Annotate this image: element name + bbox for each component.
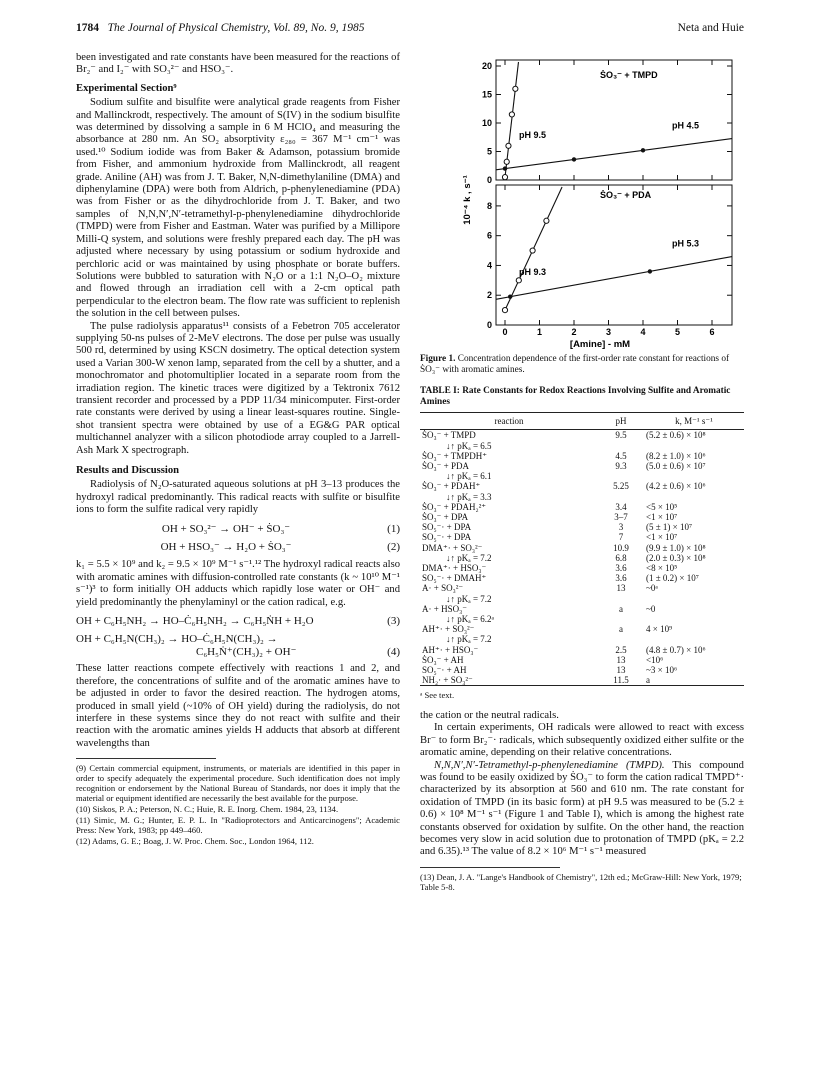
table-cell-ph: 13 [616, 665, 626, 676]
table-cell-k: <8 × 10⁵ [646, 563, 678, 574]
figure-1 [420, 50, 744, 350]
table-row [420, 481, 744, 491]
table-cell-reaction: A· + HSO₃⁻ [422, 603, 467, 614]
data-point [648, 269, 652, 273]
table-row [420, 553, 744, 563]
y-tick-label: 20 [481, 61, 492, 71]
y-tick-label: 4 [486, 260, 492, 271]
table-cell-k: <10⁶ [646, 654, 664, 665]
table-row [420, 614, 744, 624]
table-cell-k: (2.0 ± 0.3) × 10⁸ [646, 552, 706, 563]
data-point [516, 278, 521, 283]
table-row [420, 441, 744, 451]
table-cell-k: (5.0 ± 0.6) × 10⁷ [646, 461, 706, 472]
table-cell-ph [598, 441, 644, 451]
table-cell-ph: 6.8 [615, 552, 627, 563]
table-cell-reaction: SO₅⁻· + DMAH⁺ [422, 573, 487, 584]
table-cell-reaction: ṠO₃⁻ + TMPD [422, 430, 476, 441]
table-row [420, 563, 744, 573]
figure-caption-label: Figure 1. [420, 354, 456, 364]
table-1-title: TABLE I: Rate Constants for Redox Reactions Involving Sulfite and Aromatic Amines [420, 386, 731, 407]
footnote-13: (13) Dean, J. A. "Lange's Handbook of Chemistry", 12th ed.; McGraw-Hill: New York, 1979; Table 5-8. [420, 871, 742, 892]
data-point [503, 166, 507, 170]
y-tick-label: 15 [481, 89, 492, 100]
series-label: pH 9.5 [519, 130, 547, 140]
series-label: pH 4.5 [672, 120, 700, 131]
table-row [420, 675, 744, 686]
table-cell-ph [598, 594, 644, 604]
table-cell-k [644, 492, 744, 502]
table-cell-ph: 3.4 [615, 501, 627, 512]
table-cell-k: <1 × 10⁷ [646, 512, 678, 523]
series-line-ph-5.3 [496, 257, 732, 300]
data-point [544, 218, 549, 223]
table-row [420, 583, 744, 593]
table-row [420, 512, 744, 522]
table-cell-reaction: DMA⁺· + SO₃²⁻ [422, 542, 483, 553]
table-row [420, 624, 744, 634]
results-heading: Results and Discussion [76, 465, 180, 476]
table-cell-k: 4 × 10⁹ [646, 624, 673, 635]
table-row [420, 492, 744, 502]
figure-1-caption [420, 354, 744, 376]
table-cell-k: ~3 × 10⁶ [646, 665, 678, 676]
table-cell-ph [598, 634, 644, 644]
table-cell-k: a [644, 675, 744, 686]
table-cell-reaction: SO₅⁻· + AH [422, 665, 467, 676]
equation-1 [76, 523, 400, 535]
data-point [506, 143, 511, 148]
x-axis-label: [Amine] - mM [569, 339, 631, 350]
data-point [641, 148, 645, 152]
table-cell-reaction: ↓↑ pKₐ = 7.2 [446, 552, 492, 563]
table-header-ph: pH [598, 413, 644, 430]
equation-4-line-2: C₆H₅Ṅ⁺(CH₃)₂ + OH⁻ [196, 645, 297, 658]
table-cell-k: (9.9 ± 1.0) × 10⁸ [646, 542, 706, 553]
data-point [508, 295, 512, 299]
equation-4-line-1: OH + C₆H₅N(CH₃)₂ → HO–Ċ₆H₅N(CH₃)₂ → [76, 633, 278, 646]
equation-2-body: OH + HSO₃⁻ → H₂O + ṠO₃⁻ [160, 541, 292, 554]
table-row [420, 594, 744, 604]
journal-citation: The Journal of Physical Chemistry, Vol. 89, No. 9, 1985 [107, 22, 365, 34]
right-paragraph-2: In certain experiments, OH radicals were allowed to react with excess Br⁻ to form Br₂⁻· radicals, which subsequently oxidized either sulfite or the aromatic amine, depending on their relative concentrations. [420, 722, 744, 759]
y-tick-label: 5 [486, 146, 492, 157]
table-cell-ph: a [619, 624, 623, 635]
table-cell-k [644, 614, 744, 624]
right-column [420, 50, 744, 892]
table-row [420, 461, 744, 471]
footnote-10: (10) Siskos, P. A.; Peterson, N. C.; Huie, R. E. Inorg. Chem. 1984, 23, 1134. [76, 804, 339, 815]
table-cell-k: (4.2 ± 0.6) × 10⁶ [646, 481, 706, 492]
table-cell-k [644, 594, 744, 604]
table-cell-ph: 3–7 [614, 512, 628, 523]
table-cell-k: ~0 [646, 603, 656, 614]
equation-3-body: OH + C₆H₅NH₂ → HO–Ċ₆H₅NH₂ → C₆H₅ṄH + H₂O [76, 615, 314, 628]
table-cell-ph: 3.6 [615, 563, 627, 574]
table-cell-reaction: ↓↑ pKₐ = 7.2 [446, 634, 492, 645]
results-paragraph-1: Radiolysis of N₂O-saturated aqueous solutions at pH 3–13 produces the hydroxyl radical predominantly. This radical reacts with sulfite or bisulfite ions to form the sulfite radical very rapidly [76, 479, 400, 516]
table-cell-ph: 3.6 [615, 573, 627, 584]
table-cell-ph: a [619, 603, 623, 614]
table-cell-k: (8.2 ± 1.0) × 10⁶ [646, 450, 706, 461]
table-cell-reaction: AH⁺· + HSO₃⁻ [422, 644, 479, 655]
table-cell-reaction: AH⁺· + SO₃²⁻ [422, 624, 475, 635]
x-tick-label: 0 [502, 327, 508, 337]
data-point [572, 157, 576, 161]
table-row [420, 522, 744, 532]
bottom-panel-label: ṠO₃⁻ + PDA [600, 190, 652, 200]
footnote-rule-right [420, 867, 560, 868]
table-cell-k: (1 ± 0.2) × 10⁷ [646, 573, 699, 584]
table-cell-reaction: A· + SO₃²⁻ [422, 583, 464, 594]
table-cell-ph: 9.5 [615, 430, 627, 441]
x-tick-label: 2 [571, 327, 577, 337]
table-row [420, 655, 744, 665]
table-cell-reaction: ↓↑ pKₐ = 6.2ᵃ [446, 614, 494, 625]
tmpd-subheading: N,N,N′,N′-Tetramethyl-p-phenylenediamine (TMPD). [434, 759, 665, 771]
table-footnote: ᵃ See text. [420, 690, 455, 701]
table-cell-ph: 2.5 [615, 644, 627, 655]
equation-3-number: (3) [387, 615, 400, 628]
table-cell-ph: 10.9 [613, 542, 629, 553]
table-row [420, 543, 744, 553]
intro-paragraph: been investigated and rate constants have been measured for the reactions of Br₂⁻ and I₂⁻ with SO₃²⁻ and HSO₃⁻. [76, 52, 400, 76]
data-point [502, 308, 507, 313]
table-row [420, 645, 744, 655]
table-cell-reaction: ↓↑ pKₐ = 3.3 [446, 491, 492, 502]
footnote-12: (12) Adams, G. E.; Boag, J. W. Proc. Chem. Soc., London 1964, 112. [76, 836, 314, 847]
table-cell-ph: 13 [616, 654, 626, 665]
y-tick-label: 10 [481, 118, 492, 128]
footnotes [76, 763, 400, 846]
table-header-reaction: reaction [420, 413, 598, 430]
table-cell-reaction: DMA⁺· + HSO₃⁻ [422, 563, 487, 574]
table-row [420, 502, 744, 512]
table-row [420, 665, 744, 675]
equation-1-number: (1) [387, 522, 400, 535]
data-point [504, 159, 509, 164]
table-cell-ph: 7 [618, 532, 624, 543]
table-row [420, 604, 744, 614]
page-header [76, 22, 744, 38]
table-row [420, 634, 744, 644]
table-cell-reaction: ṠO₃⁻ + AH [422, 654, 464, 665]
results-paragraph-3: These latter reactions compete effectively with reactions 1 and 2, and therefore, the concentrations of sulfite and of the aromatic amines have to be adjusted in order to favor the desired reaction. The hydrogen atoms, produced in small yield (~10% of OH yield) during the radiolysis, do not interfere in these systems since they do not react with sulfite and their reaction with the aromatic amines yields H adducts that absorb at different wavelengths than [76, 663, 400, 749]
table-row [420, 471, 744, 481]
table-cell-k [644, 471, 744, 481]
table-cell-ph [598, 614, 644, 624]
table-cell-reaction: ṠO₃⁻ + DPA [422, 512, 469, 523]
table-row [420, 430, 744, 441]
table-cell-ph: 3 [618, 522, 624, 533]
table-cell-ph [598, 492, 644, 502]
table-cell-reaction: ṠO₃⁻ + PDAH₂²⁺ [422, 501, 487, 512]
table-cell-reaction: ṠO₃⁻ + PDAH⁺ [422, 481, 481, 492]
table-cell-k: (5 ± 1) × 10⁷ [646, 522, 693, 533]
experimental-heading: Experimental Section⁹ [76, 82, 177, 94]
data-point [502, 175, 507, 180]
top-panel-label: ṠO₃⁻ + TMPD [600, 70, 658, 80]
table-cell-k: <5 × 10⁵ [646, 501, 678, 512]
table-cell-k: ~0ᵃ [646, 583, 658, 594]
footnote-9: (9) Certain commercial equipment, instruments, or materials are identified in this paper in order to specify adequately the experimental procedure. Such identification does not imply recognition or endorsement by the National Bureau of Standards, nor does it imply that the material or equipment identified are necessarily the best available for the purpose. [76, 763, 400, 804]
right-paragraph-3 [420, 760, 744, 859]
y-axis-label: 10⁻⁴ k , s⁻¹ [462, 175, 473, 225]
experimental-paragraph-1: Sodium sulfite and bisulfite were analytical grade reagents from Fisher and Mallinckrodt, respectively. The amount of S(IV) in the sodium bisulfite was determined by dissolving a sample in 6 M HClO₄ and measuring the absorbance at 280 nm. An SO₂ absorptivity ε₂₈₀ = 367 M⁻¹ cm⁻¹ was used.¹⁰ Sodium iodide was from Baker & Adamson, potassium bromide from Fisher, and ammonium hydroxide from Mallinckrodt, all reagent grade. Aniline (AH) was from J. T. Baker, N,N-dimethylaniline (DMA) and diphenylamine (DPA) were both from Aldrich, p-phenylenediamine (PDA) was from Fisher or as the dihydrochloride from J. T. Baker, and two samples of N,N,N′,N′-tetramethyl-p-phenylenediamine dihydrochloride (TMPD) were from Fisher and Eastman. Water was purified by a Millipore Milli-Q system, and solutions were freshly prepared each day. The pH was adjusted where necessary by using potassium or sodium hydroxide and perchloric acid or was maintained by using phosphate or borate buffers. Solutions were bubbled to saturation with N₂O or a 1:1 N₂O–O₂ mixture and flowed through an irradiation cell with a 2-cm optical path perpendicular to the electron beam. The flow rate was sufficient to replenish the solution in the cell between pulses. [76, 97, 400, 320]
footnote-11: (11) Simic, M. G.; Hunter, E. P. L. In "Radioprotectors and Anticarcinogens"; Academic Press: New York, 1983; pp 449–460. [76, 815, 400, 836]
table-cell-k: (4.8 ± 0.7) × 10⁶ [646, 644, 706, 655]
y-tick-label: 2 [486, 290, 492, 301]
series-line-ph-4.5 [496, 139, 732, 170]
y-tick-label: 0 [486, 320, 492, 330]
equation-2 [76, 541, 400, 553]
bottom-panel-frame [496, 185, 732, 325]
table-cell-ph: 9.3 [615, 461, 627, 472]
data-point [509, 112, 514, 117]
table-cell-k: <1 × 10⁷ [646, 532, 678, 543]
results-paragraph-2: k₁ = 5.5 × 10⁹ and k₂ = 9.5 × 10⁹ M⁻¹ s⁻¹.¹² The hydroxyl radical reacts also with aromatic amines with diffusion-controlled rate constants (k ~ 10¹⁰ M⁻¹ s⁻¹)³ to form initially OH adducts which rapidly lose water or OH⁻ and yield predominantly the phenylaminyl or the cation radical, e.g. [76, 559, 400, 608]
x-tick-label: 4 [640, 327, 646, 337]
table-cell-reaction: ṠO₃⁻ + PDA [422, 461, 469, 472]
series-label: pH 5.3 [672, 238, 700, 249]
y-tick-label: 6 [486, 230, 492, 241]
data-point [513, 86, 518, 91]
tmpd-text: This compound was found to be easily oxidized by ṠO₃⁻ to form the cation radical TMPD⁺· characterized by its absorption at 560 and 610 nm. The rate constant for oxidation of TMPD (in its basic form) at pH 9.5 was measured to be (5.2 ± 0.6) × 10⁸ M⁻¹ s⁻¹ (Figure 1 and Table I), which is among the highest rate constants observed for oxidation by sulfite. On the other hand, the reaction becomes very slow in acid solution due to protonation of TMPD (pKₐ = 2.2 and 6.35).¹³ The value of 8.2 × 10⁶ M⁻¹ s⁻¹ measured [420, 759, 744, 858]
equation-3 [76, 615, 400, 627]
y-tick-label: 8 [486, 200, 492, 211]
table-1 [420, 412, 744, 686]
data-point [530, 248, 535, 253]
table-cell-reaction: NH₂· + SO₃²⁻ [420, 675, 598, 686]
table-cell-k: (5.2 ± 0.6) × 10⁸ [646, 430, 706, 441]
footnote-rule [76, 758, 216, 759]
table-cell-ph [598, 471, 644, 481]
table-cell-ph: 13 [616, 583, 626, 594]
x-tick-label: 5 [674, 327, 681, 337]
equation-4-number: (4) [387, 645, 400, 658]
table-cell-reaction: ↓↑ pKₐ = 7.2 [446, 593, 492, 604]
table-row [420, 451, 744, 461]
page-number: 1784 [76, 22, 99, 34]
equation-4 [76, 633, 400, 658]
y-tick-label: 0 [486, 175, 492, 185]
left-column [76, 52, 400, 847]
table-header-k: k, M⁻¹ s⁻¹ [644, 413, 744, 430]
table-cell-ph: 4.5 [615, 450, 627, 461]
table-cell-reaction: SO₅⁻· + DPA [422, 532, 472, 543]
table-cell-reaction: SO₅⁻· + DPA [422, 522, 472, 533]
table-row [420, 573, 744, 583]
table-cell-reaction: ↓↑ pKₐ = 6.5 [446, 440, 492, 451]
table-cell-ph: 11.5 [598, 675, 644, 686]
equation-1-body: OH + SO₃²⁻ → OH⁻ + ṠO₃⁻ [161, 522, 291, 535]
table-row [420, 532, 744, 542]
table-cell-k [644, 441, 744, 451]
table-cell-ph: 5.25 [613, 481, 629, 492]
table-cell-reaction: ṠO₃⁻ + TMPDH⁺ [422, 450, 488, 461]
series-label: pH 9.3 [519, 267, 547, 277]
x-tick-label: 6 [709, 327, 715, 337]
experimental-paragraph-2: The pulse radiolysis apparatus¹¹ consists of a Febetron 705 accelerator supplying 50-ns pulses of 2-MeV electrons. The dose per pulse was usually 500 rd, determined by using KSCN dosimetry. The optical detection system used a Varian 300-W xenon lamp, separated from the cell by a shutter, and a monochromator and photomultiplier located in a separate room from the irradiation region. The kinetic traces were digitized by a Tektronix 7612 transient recorder and processed by a PDP 11/34 minicomputer. First-order rate constants were derived by using a linear least-squares routine. Single-shot transient spectra were obtained by use of a EG&G PAR optical multichannel analyzer with a silicon photodiode array coupled to a Jarrell-Ash Mark X spectrograph. [76, 320, 400, 456]
equation-2-number: (2) [387, 541, 400, 554]
x-tick-label: 3 [605, 327, 612, 337]
table-cell-reaction: ↓↑ pKₐ = 6.1 [446, 471, 492, 482]
x-tick-label: 1 [536, 327, 543, 337]
figure-caption-text: Concentration dependence of the first-order rate constant for reactions of ṠO₃⁻ with aromatic amines. [420, 354, 730, 375]
figure-1-plot [420, 50, 744, 350]
right-paragraph-1: the cation or the neutral radicals. [420, 709, 559, 721]
table-cell-k [644, 634, 744, 644]
running-authors: Neta and Huie [677, 22, 744, 34]
